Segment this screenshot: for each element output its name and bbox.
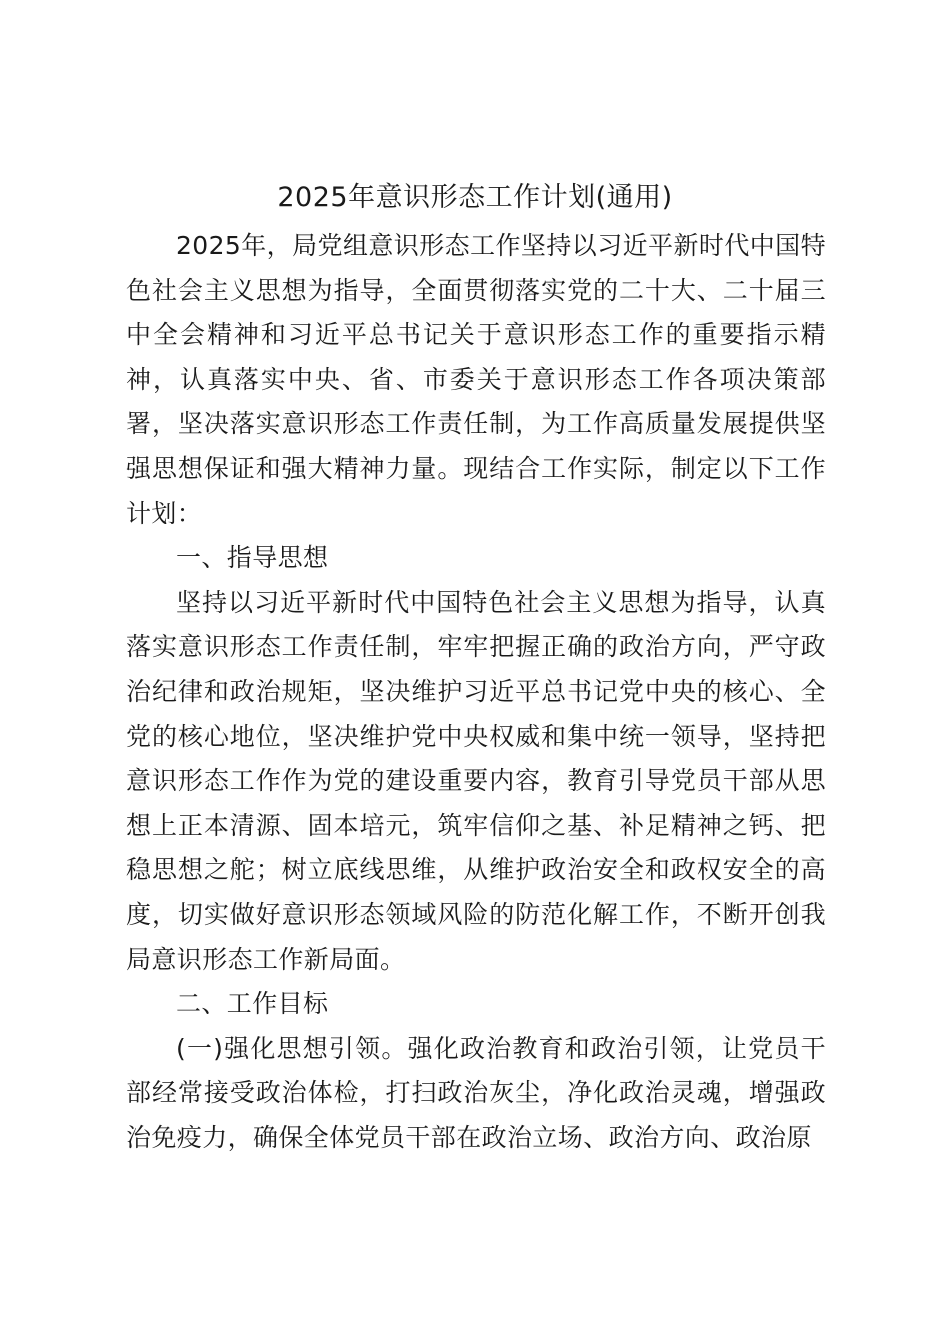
guiding-ideology-paragraph: 坚持以习近平新时代中国特色社会主义思想为指导，认真落实意识形态工作责任制，牢牢把握正确的政治方向，严守政治纪律和政治规矩，坚决维护习近平总书记党中央的核心、全党的核心地位，坚决维护党中央权威和集中统一领导，坚持把意识形态工作作为党的建设重要内容，教育引导党员干部从思想上正本清源、固本培元，筑牢信仰之基、补足精神之钙、把稳思想之舵；树立底线思维，从维护政治安全和政权安全的高度，切实做好意识形态领域风险的防范化解工作，不断开创我局意识形态工作新局面。 <box>126 587 826 974</box>
section-heading-work-goals: 二、工作目标 <box>176 989 329 1019</box>
work-goal-paragraph: (一)强化思想引领。强化政治教育和政治引领，让党员干部经常接受政治体检，打扫政治灰尘，净化政治灵魂，增强政治免疫力，确保全体党员干部在政治立场、政治方向、政治原 <box>126 1033 826 1152</box>
document-body <box>126 224 826 1160</box>
intro-paragraph: 2025年，局党组意识形态工作坚持以习近平新时代中国特色社会主义思想为指导，全面贯彻落实党的二十大、二十届三中全会精神和习近平总书记关于意识形态工作的重要指示精神，认真落实中央、省、市委关于意识形态工作各项决策部署，坚决落实意识形态工作责任制，为工作高质量发展提供坚强思想保证和强大精神力量。现结合工作实际，制定以下工作计划： <box>126 231 826 528</box>
section-heading-guiding-ideology: 一、指导思想 <box>176 543 329 573</box>
document-title: 2025年意识形态工作计划(通用) <box>277 182 673 213</box>
